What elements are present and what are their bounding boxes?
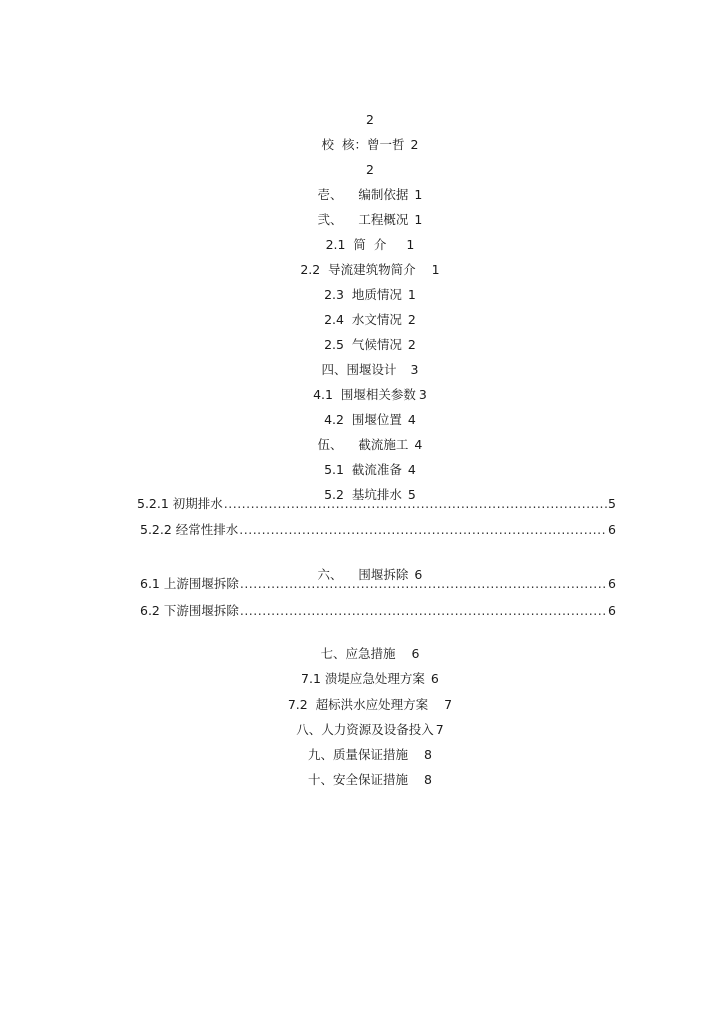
toc-entry-page: 6 <box>608 522 616 537</box>
toc-entry-text: 壱、 编制依据 <box>317 187 409 202</box>
dot-leader <box>224 496 607 512</box>
toc-entry-page: 2 <box>410 137 419 152</box>
toc-entry-page: 2 <box>407 337 416 352</box>
toc-entry-page: 6 <box>608 603 616 618</box>
toc-entry-page: 6 <box>608 576 616 591</box>
toc-entry-page: 5 <box>608 496 616 511</box>
toc-entry-text: 六、 围堰拆除 <box>317 567 409 582</box>
toc-entry-text: 校 核：曾一哲 <box>321 137 405 152</box>
toc-entry-text: 2.3 地质情况 <box>324 287 402 302</box>
toc-entry-text: 伍、 截流施工 <box>317 437 409 452</box>
toc-entry-text: 八、人力资源及设备投入 <box>296 722 434 737</box>
toc-entry-page: 6 <box>414 567 423 582</box>
toc-entry-page: 6 <box>430 671 439 686</box>
toc-entry-page: 1 <box>414 187 423 202</box>
toc-entry-page: 2 <box>407 312 416 327</box>
toc-entry-page: 8 <box>423 747 432 762</box>
toc-entry-page: 1 <box>431 262 440 277</box>
toc-entry-text: 4.1 围堰相关参数 <box>313 387 416 402</box>
toc-entry-text: 2 <box>365 112 374 127</box>
toc-entry-text: 四、围堰设计 <box>321 362 397 377</box>
toc-entry-text: 5.2 基坑排水 <box>324 487 402 502</box>
toc-entry-text: 十、安全保证措施 <box>307 772 408 787</box>
toc-entry-page: 7 <box>444 697 453 712</box>
toc-entry-page: 1 <box>407 287 416 302</box>
toc-entry[interactable] <box>140 522 616 538</box>
toc-entry-page: 1 <box>414 212 423 227</box>
toc-entry[interactable] <box>140 576 616 592</box>
toc-entry-page: 3 <box>418 387 427 402</box>
toc-entry-text: 4.2 围堰位置 <box>324 412 402 427</box>
toc-entry[interactable] <box>140 603 616 619</box>
toc-entry-text: 5.2.2 经常性排水 <box>140 522 239 537</box>
toc-entry-text: 九、质量保证措施 <box>307 747 408 762</box>
toc-entry-text: 七、应急措施 <box>320 646 396 661</box>
toc-entry-text: 2 <box>365 162 374 177</box>
toc-entry[interactable] <box>0 756 724 804</box>
toc-entry-text: 6.2 下游围堰拆除 <box>140 603 239 618</box>
dot-leader <box>240 576 607 592</box>
toc-entry-page: 4 <box>414 437 423 452</box>
toc-entry-page: 6 <box>411 646 420 661</box>
dot-leader <box>240 603 607 619</box>
toc-entry-page: 4 <box>407 412 416 427</box>
toc-entry[interactable] <box>137 496 616 512</box>
dot-leader <box>239 522 607 538</box>
toc-entry-page: 5 <box>407 487 416 502</box>
toc-entry-text: 2.2 导流建筑物简介 <box>300 262 416 277</box>
toc-entry-text: 2.5 气候情况 <box>324 337 402 352</box>
toc-entry-text: 2.4 水文情况 <box>324 312 402 327</box>
toc-entry-page: 4 <box>407 462 416 477</box>
toc-entry-page: 1 <box>406 237 415 252</box>
toc-entry-text: 7.1 溃堤应急处理方案 <box>301 671 425 686</box>
toc-entry-text: 2.1 简 介 <box>325 237 387 252</box>
toc-entry-page: 7 <box>435 722 444 737</box>
toc-entry-text: 6.1 上游围堰拆除 <box>140 576 239 591</box>
toc-entry-text: 弐、 工程概况 <box>317 212 409 227</box>
toc-entry-text: 7.2 超标洪水应处理方案 <box>287 697 429 712</box>
toc-entry-text: 5.2.1 初期排水 <box>137 496 223 511</box>
toc-entry-page: 8 <box>423 772 432 787</box>
toc-entry-page: 3 <box>410 362 419 377</box>
toc-entry-text: 5.1 截流准备 <box>324 462 402 477</box>
